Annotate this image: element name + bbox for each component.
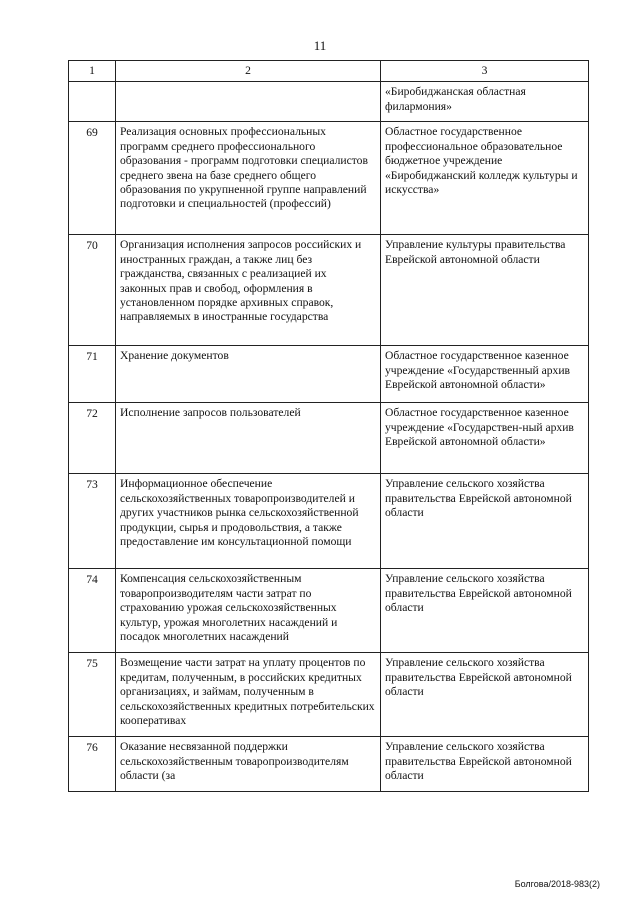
document-code: Болгова/2018-983(2) — [514, 879, 600, 889]
service-name: Реализация основных профессиональных программ среднего профессионального образования - программ подготовки специалистов среднего звена на базе среднего общего образования по укрупненной группе направлений подготовки и специальностей (профессий) — [116, 122, 381, 235]
provider-name: Областное государственное казенное учреждение «Государствен-ный архив Еврейской автономной области» — [381, 403, 589, 474]
row-number: 72 — [69, 403, 116, 474]
service-name: Организация исполнения запросов российских и иностранных граждан, а также лиц без гражданства, связанных с реализацией их законных прав и свобод, оформления в установленном порядке архивных справок, направляемых в иностранные государства — [116, 235, 381, 346]
provider-name: Областное государственное профессиональное образовательное бюджетное учреждение «Биробиджанский колледж культуры и искусства» — [381, 122, 589, 235]
row-number: 71 — [69, 346, 116, 403]
table-row — [69, 82, 589, 122]
table-row — [69, 235, 589, 346]
service-name — [116, 82, 381, 122]
provider-name: Управление культуры правительства Еврейской автономной области — [381, 235, 589, 346]
row-number: 70 — [69, 235, 116, 346]
services-table — [68, 60, 589, 792]
table-row — [69, 122, 589, 235]
column-header-1: 1 — [69, 61, 116, 82]
table-header-row — [69, 61, 589, 82]
row-number: 73 — [69, 474, 116, 569]
table-row — [69, 653, 589, 737]
service-name: Исполнение запросов пользователей — [116, 403, 381, 474]
table-row — [69, 403, 589, 474]
service-name: Оказание несвязанной поддержки сельскохозяйственным товаропроизводителям области (за — [116, 737, 381, 792]
row-number: 76 — [69, 737, 116, 792]
row-number — [69, 82, 116, 122]
provider-name: «Биробиджанская областная филармония» — [381, 82, 589, 122]
table-row — [69, 474, 589, 569]
row-number: 74 — [69, 569, 116, 653]
service-name: Возмещение части затрат на уплату процентов по кредитам, полученным, в российских кредитных организациях, и займам, полученным в сельскохозяйственных кредитных потребительских кооперативах — [116, 653, 381, 737]
table-row — [69, 737, 589, 792]
table-row — [69, 346, 589, 403]
column-header-3: 3 — [381, 61, 589, 82]
service-name: Компенсация сельскохозяйственным товаропроизводителям части затрат по страхованию урожая сельскохозяйственных культур, урожая многолетних насаждений и посадок многолетних насаждений — [116, 569, 381, 653]
provider-name: Управление сельского хозяйства правительства Еврейской автономной области — [381, 569, 589, 653]
provider-name: Управление сельского хозяйства правительства Еврейской автономной области — [381, 653, 589, 737]
row-number: 75 — [69, 653, 116, 737]
row-number: 69 — [69, 122, 116, 235]
provider-name: Областное государственное казенное учреждение «Государственный архив Еврейской автономной области» — [381, 346, 589, 403]
provider-name: Управление сельского хозяйства правительства Еврейской автономной области — [381, 474, 589, 569]
table-row — [69, 569, 589, 653]
provider-name: Управление сельского хозяйства правительства Еврейской автономной области — [381, 737, 589, 792]
column-header-2: 2 — [116, 61, 381, 82]
service-name: Хранение документов — [116, 346, 381, 403]
page-number: 11 — [313, 38, 327, 53]
service-name: Информационное обеспечение сельскохозяйственных товаропроизводителей и других участников рынка сельскохозяйственной продукции, сырья и продовольствия, а также предоставление им консультационной помощи — [116, 474, 381, 569]
